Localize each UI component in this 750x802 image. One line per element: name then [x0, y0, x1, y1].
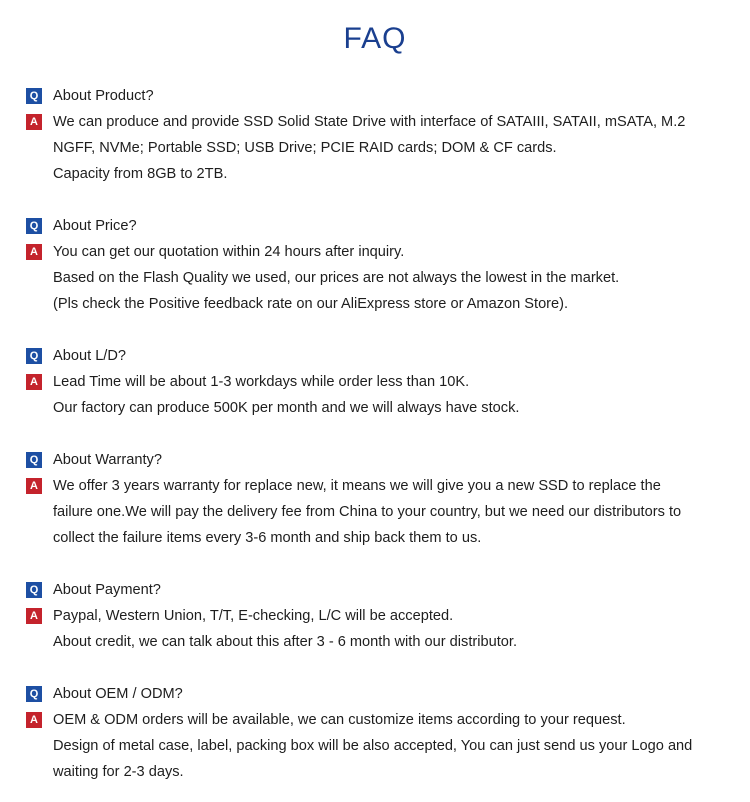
answer-text: Design of metal case, label, packing box will be also accepted, You can just send us your Logo and [53, 738, 693, 754]
answer-text: collect the failure items every 3-6 month and ship back them to us. [53, 530, 482, 546]
answer-text: NGFF, NVMe; Portable SSD; USB Drive; PCIE RAID cards; DOM & CF cards. [53, 140, 557, 156]
question-text: About Price? [53, 218, 137, 234]
answer-badge: A [26, 374, 42, 390]
faq-answer-line [26, 239, 726, 265]
faq-answer-line [26, 707, 726, 733]
faq-question [26, 681, 726, 707]
faq-answer-line [26, 161, 726, 187]
faq-answer-line [26, 395, 726, 421]
answer-badge: A [26, 244, 42, 260]
question-text: About L/D? [53, 348, 127, 364]
answer-text: Paypal, Western Union, T/T, E-checking, L/C will be accepted. [53, 608, 454, 624]
answer-text: Our factory can produce 500K per month and we will always have stock. [53, 400, 520, 416]
answer-text: Based on the Flash Quality we used, our prices are not always the lowest in the market. [53, 270, 620, 286]
faq-answer-line [26, 109, 726, 135]
answer-text: About credit, we can talk about this after 3 - 6 month with our distributor. [53, 634, 517, 650]
answer-text: waiting for 2-3 days. [53, 764, 184, 780]
faq-question [26, 83, 726, 109]
faq-answer-line [26, 499, 726, 525]
answer-badge: A [26, 478, 42, 494]
faq-answer-line [26, 603, 726, 629]
faq-answer-line [26, 629, 726, 655]
faq-question [26, 213, 726, 239]
answer-text: You can get our quotation within 24 hours after inquiry. [53, 244, 405, 260]
question-badge: Q [26, 218, 42, 234]
answer-text: OEM & ODM orders will be available, we can customize items according to your request. [53, 712, 626, 728]
faq-item-price [26, 213, 726, 317]
question-badge: Q [26, 452, 42, 468]
faq-question [26, 447, 726, 473]
faq-item-lead-time [26, 343, 726, 421]
faq-answer-line [26, 265, 726, 291]
faq-answer-line [26, 759, 726, 785]
answer-text: We offer 3 years warranty for replace new, it means we will give you a new SSD to replace the [53, 478, 661, 494]
faq-question [26, 577, 726, 603]
question-badge: Q [26, 348, 42, 364]
faq-item-payment [26, 577, 726, 655]
question-badge: Q [26, 582, 42, 598]
answer-badge: A [26, 608, 42, 624]
answer-text: Capacity from 8GB to 2TB. [53, 166, 228, 182]
question-text: About Payment? [53, 582, 161, 598]
faq-answer-line [26, 369, 726, 395]
faq-answer-line [26, 473, 726, 499]
answer-text: failure one.We will pay the delivery fee from China to your country, but we need our distributors to [53, 504, 682, 520]
faq-question [26, 343, 726, 369]
faq-answer-line [26, 733, 726, 759]
faq-item-product [26, 83, 726, 187]
faq-answer-line [26, 525, 726, 551]
question-badge: Q [26, 686, 42, 702]
question-text: About Warranty? [53, 452, 162, 468]
answer-badge: A [26, 114, 42, 130]
faq-answer-line [26, 291, 726, 317]
answer-text: We can produce and provide SSD Solid State Drive with interface of SATAIII, SATAII, mSATA, M.2 [53, 114, 686, 130]
page-title: FAQ [343, 22, 407, 55]
faq-item-warranty [26, 447, 726, 551]
question-badge: Q [26, 88, 42, 104]
faq-item-oem-odm [26, 681, 726, 785]
question-text: About Product? [53, 88, 154, 104]
answer-text: (Pls check the Positive feedback rate on our AliExpress store or Amazon Store). [53, 296, 569, 312]
answer-badge: A [26, 712, 42, 728]
answer-text: Lead Time will be about 1-3 workdays while order less than 10K. [53, 374, 470, 390]
question-text: About OEM / ODM? [53, 686, 183, 702]
faq-answer-line [26, 135, 726, 161]
